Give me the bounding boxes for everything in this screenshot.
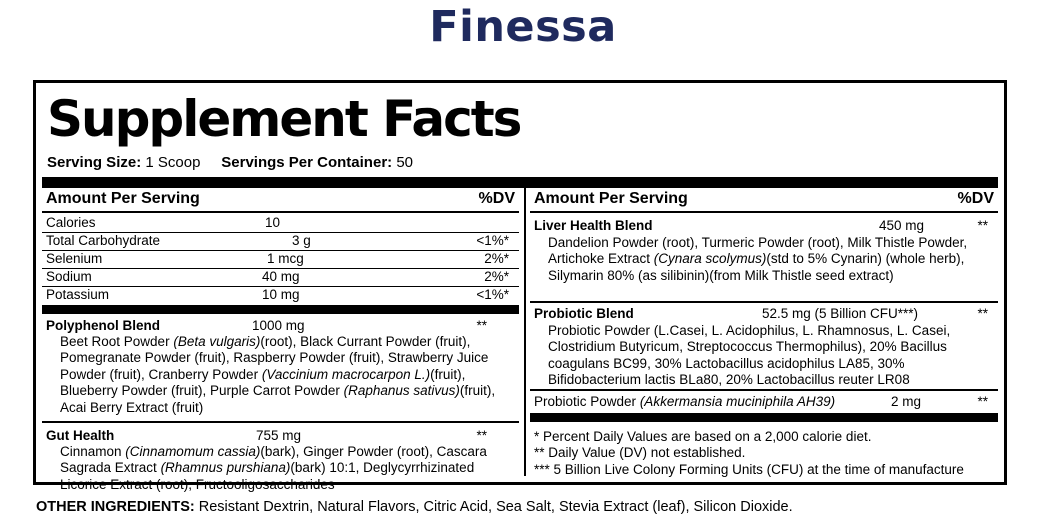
blend-row-liver — [534, 218, 994, 234]
amount-per-serving-label: Amount Per Serving — [46, 190, 200, 207]
column-divider — [524, 188, 526, 476]
blend-row-probiotic — [534, 306, 994, 322]
nutrient-amount: 3 g — [292, 233, 311, 248]
blend-dv: ** — [977, 306, 988, 321]
ingredient-latin-name: (Cynara scolymus) — [653, 251, 767, 267]
nutrient-name: Total Carbohydrate — [46, 233, 161, 248]
serving-size-label: Serving Size: — [47, 154, 142, 171]
ingredient-text: Cinnamon — [60, 444, 126, 459]
nutrient-amount: 10 mg — [262, 287, 300, 302]
ingredient-text: (bark), Ginger Powder (root), Cascara Sagrada Extract — [60, 444, 487, 476]
header-rule — [42, 211, 519, 213]
ingredient-text: (fruit), Blueberry Powder (fruit), Purple Carrot Powder — [60, 366, 466, 399]
serving-size-value: 1 Scoop — [145, 154, 201, 171]
nutrient-name: Sodium — [46, 269, 92, 284]
header-rule — [530, 211, 998, 213]
blend-rule — [530, 389, 998, 391]
ingredient-text: Beet Root Powder — [60, 334, 174, 349]
servings-per-container-label: Servings Per Container: — [221, 154, 393, 171]
blend-amount: 755 mg — [256, 428, 302, 443]
nutrient-dv: <1%* — [476, 233, 509, 248]
nutrient-row — [46, 215, 515, 231]
nutrient-amount: 1 mcg — [267, 251, 304, 266]
blend-row-gut — [46, 428, 515, 444]
nutrient-name: Calories — [46, 215, 96, 230]
blend-dv: ** — [476, 428, 487, 443]
blend-dv: ** — [476, 318, 487, 333]
footnote-cfu: *** 5 Billion Live Colony Forming Units (CFU) at the time of manufacture — [534, 461, 964, 477]
ingredient-text: Probiotic Powder (L.Casei, L. Acidophilus, L. Rhamnosus, L. Casei, Clostridium Butyricum, Streptococcus Thermophilus), 20% Bacillus coagulans BC99, 30% Lactobacillus acidophilus LA85, 30% Bifidobacterium lactis BLa80, 20% Lactobacillus reuter LR08 — [548, 323, 951, 388]
serving-info — [47, 154, 413, 171]
dv-header: %DV — [478, 190, 515, 207]
other-ingredients-label: OTHER INGREDIENTS: — [36, 499, 195, 515]
blend-name: Liver Health Blend — [534, 218, 653, 233]
amount-header-right — [534, 190, 994, 208]
panel-title: Supplement Facts — [47, 90, 521, 148]
left-column — [42, 188, 519, 492]
dv-header: %DV — [957, 190, 994, 207]
servings-per-container-value: 50 — [396, 154, 414, 171]
liver-ingredients — [548, 235, 994, 284]
blend-rule — [42, 421, 519, 423]
nutrient-row — [46, 251, 515, 267]
blend-name: Probiotic Blend — [534, 306, 634, 321]
ingredient-latin-name: (Cinnamomum cassia) — [125, 444, 261, 459]
thick-divider — [42, 177, 998, 188]
blend-dv: ** — [977, 218, 988, 233]
nutrient-row — [46, 233, 515, 249]
other-ingredients-text: Resistant Dextrin, Natural Flavors, Citric Acid, Sea Salt, Stevia Extract (leaf), Silicon Dioxide. — [194, 499, 793, 515]
akkermansia-row — [534, 394, 994, 410]
akkermansia-species: (Akkermansia muciniphila AH39) — [639, 394, 836, 409]
footnote-percent-dv: * Percent Daily Values are based on a 2,000 calorie diet. — [534, 429, 872, 444]
amount-per-serving-label: Amount Per Serving — [534, 190, 688, 207]
ingredient-text: (bark) 10:1, Deglycyrrhizinated Licorice Extract (root), Fructooligosaccharides — [60, 460, 475, 492]
footnote-dv-not-established: ** Daily Value (DV) not established. — [534, 445, 746, 461]
blend-rule — [530, 301, 998, 303]
ingredient-text: (fruit), Acai Berry Extract (fruit) — [60, 383, 496, 415]
supplement-facts-panel — [33, 80, 1007, 492]
akkermansia-amount: 2 mg — [891, 394, 922, 409]
akkermansia-dv: ** — [977, 394, 988, 409]
nutrient-dv: 2%* — [484, 251, 509, 266]
nutrient-dv: 2%* — [484, 269, 509, 284]
nutrient-row — [46, 269, 515, 285]
akkermansia-name: Probiotic Powder — [534, 394, 640, 409]
ingredient-latin-name: (Beta vulgaris) — [173, 334, 261, 349]
blend-name: Polyphenol Blend — [46, 318, 161, 333]
right-column — [530, 188, 998, 476]
blend-amount: 52.5 mg (5 Billion CFU***) — [762, 306, 919, 321]
gut-ingredients — [60, 444, 515, 493]
nutrient-amount: 10 — [265, 215, 281, 230]
blend-amount: 450 mg — [879, 218, 925, 233]
nutrient-dv: <1%* — [476, 287, 509, 302]
nutrient-row — [46, 287, 515, 303]
ingredient-text: Dandelion Powder (root), Turmeric Powder (root), Milk Thistle Powder, Artichoke Extract — [548, 235, 968, 267]
footnotes — [534, 429, 994, 478]
ingredient-text: (root), Black Currant Powder (fruit), Pomegranate Powder (fruit), Raspberry Powder (fruit), Strawberry Juice Powder (fruit), Cranberry Powder — [60, 334, 489, 382]
blend-amount: 1000 mg — [252, 318, 305, 333]
nutrient-name: Potassium — [46, 287, 110, 302]
amount-header-left — [46, 190, 515, 208]
blend-name: Gut Health — [46, 428, 115, 443]
ingredient-latin-name: (Raphanus sativus) — [343, 383, 460, 399]
other-ingredients — [36, 499, 793, 515]
section-bar — [42, 305, 519, 314]
ingredient-latin-name: (Vaccinium macrocarpon L.) — [261, 366, 431, 382]
ingredient-text: (std to 5% Cynarin) (whole herb), Silymarin 80% (as silibinin)(from Milk Thistle seed extract) — [548, 251, 965, 283]
nutrient-name: Selenium — [46, 251, 103, 266]
section-bar — [530, 413, 998, 422]
brand-name: Finessa — [429, 2, 617, 52]
probiotic-ingredients — [548, 323, 994, 389]
blend-row-polyphenol — [46, 318, 515, 334]
nutrient-amount: 40 mg — [262, 269, 300, 284]
polyphenol-ingredients — [60, 334, 515, 416]
ingredient-latin-name: (Rhamnus purshiana) — [160, 460, 291, 476]
